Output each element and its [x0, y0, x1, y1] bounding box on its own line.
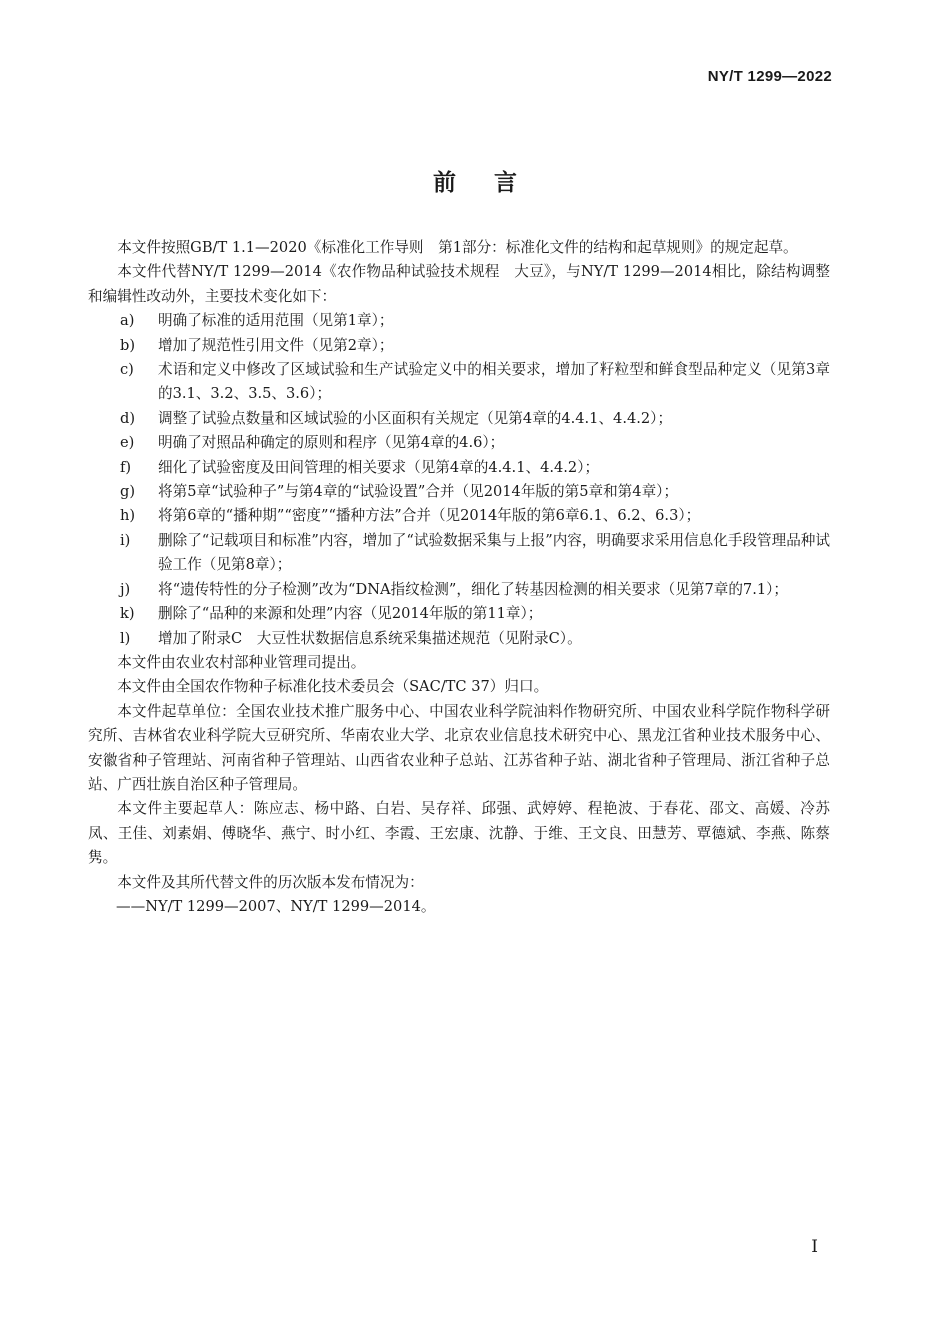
list-item [88, 456, 830, 480]
list-item-label: k) [120, 605, 135, 623]
list-item [88, 504, 830, 528]
list-item-label: d) [120, 409, 136, 427]
list-item-text: 增加了规范性引用文件（见第2章）； [158, 336, 394, 354]
list-item-text: 细化了试验密度及田间管理的相关要求（见第4章的4.4.1、4.4.2）； [158, 458, 600, 476]
list-item-text: 将第5章“试验种子”与第4章的“试验设置”合并（见2014年版的第5章和第4章）； [158, 483, 679, 501]
paragraph-committee: 本文件由全国农作物种子标准化技术委员会（SAC/TC 37）归口。 [117, 678, 549, 696]
list-item-text: 增加了附录C 大豆性状数据信息系统采集描述规范（见附录C）。 [158, 629, 582, 647]
paragraph-drafters: 本文件主要起草人：陈应志、杨中路、白岩、吴存祥、邱强、武婷婷、程艳波、于春花、邵文、高媛、冷苏凤、王佳、刘素娟、傅晓华、燕宁、时小红、李霞、王宏康、沈静、于维、王文良、田慧芳、覃德斌、李燕、陈蔡隽。 [88, 800, 830, 867]
paragraph-replacement: 本文件代替NY/T 1299—2014《农作物品种试验技术规程 大豆》，与NY/T 1299—2014相比，除结构调整和编辑性改动外，主要技术变化如下： [88, 263, 830, 305]
list-item-label: e) [120, 434, 135, 452]
list-item [88, 431, 830, 455]
paragraph-drafting-units: 本文件起草单位：全国农业技术推广服务中心、中国农业科学院油料作物研究所、中国农业科学院作物科学研究所、吉林省农业科学院大豆研究所、华南农业大学、北京农业信息技术研究中心、黑龙江省种业技术服务中心、安徽省种子管理站、河南省种子管理站、山西省农业种子总站、江苏省种子站、湖北省种子管理局、浙江省种子总站、广西壮族自治区种子管理局。 [88, 702, 830, 793]
list-item-label: f) [120, 458, 132, 476]
list-item-text: 删除了“记载项目和标准”内容，增加了“试验数据采集与上报”内容，明确要求采用信息化手段管理品种试验工作（见第8章）； [158, 531, 830, 574]
standard-number: NY/T 1299—2022 [707, 68, 832, 85]
paragraph-proposer: 本文件由农业农村部种业管理司提出。 [117, 653, 366, 671]
list-item [88, 529, 830, 578]
list-item-label: h) [120, 507, 136, 525]
list-item-label: a) [120, 312, 135, 330]
list-item [88, 407, 830, 431]
list-item-label: j) [120, 580, 131, 598]
list-item [88, 627, 830, 651]
list-item [88, 358, 830, 407]
list-item-label: l) [120, 629, 131, 647]
list-item-label: c) [120, 361, 134, 379]
list-item-text: 明确了对照品种确定的原则和程序（见第4章的4.6）； [158, 434, 505, 452]
list-item-label: g) [120, 483, 136, 501]
changes-list [88, 309, 830, 651]
page-number: I [811, 1237, 818, 1257]
list-item-label: b) [120, 336, 136, 354]
page-title: 前言 [433, 169, 555, 196]
list-item [88, 309, 830, 333]
list-item [88, 578, 830, 602]
list-item-text: 删除了“品种的来源和处理”内容（见2014年版的第11章）； [158, 605, 543, 623]
list-item-text: 将“遗传特性的分子检测”改为“DNA指纹检测”，细化了转基因检测的相关要求（见第7章的7.1）； [158, 580, 789, 598]
history-versions: ——NY/T 1299—2007、NY/T 1299—2014。 [116, 897, 436, 915]
paragraph-history-intro: 本文件及其所代替文件的历次版本发布情况为： [117, 873, 424, 891]
list-item-label: i) [120, 531, 131, 549]
list-item [88, 334, 830, 358]
list-item [88, 602, 830, 626]
list-item-text: 术语和定义中修改了区域试验和生产试验定义中的相关要求，增加了籽粒型和鲜食型品种定义（见第3章的3.1、3.2、3.5、3.6）； [158, 361, 830, 403]
paragraph-drafting-rules: 本文件按照GB/T 1.1—2020《标准化工作导则 第1部分：标准化文件的结构和起草规则》的规定起草。 [117, 239, 798, 256]
list-item-text: 明确了标准的适用范围（见第1章）； [158, 312, 394, 330]
list-item [88, 480, 830, 504]
list-item-text: 将第6章的“播种期”“密度”“播种方法”合并（见2014年版的第6章6.1、6.2、6.3）； [158, 507, 701, 525]
list-item-text: 调整了试验点数量和区域试验的小区面积有关规定（见第4章的4.4.1、4.4.2）； [158, 409, 673, 427]
foreword-body [88, 236, 830, 919]
